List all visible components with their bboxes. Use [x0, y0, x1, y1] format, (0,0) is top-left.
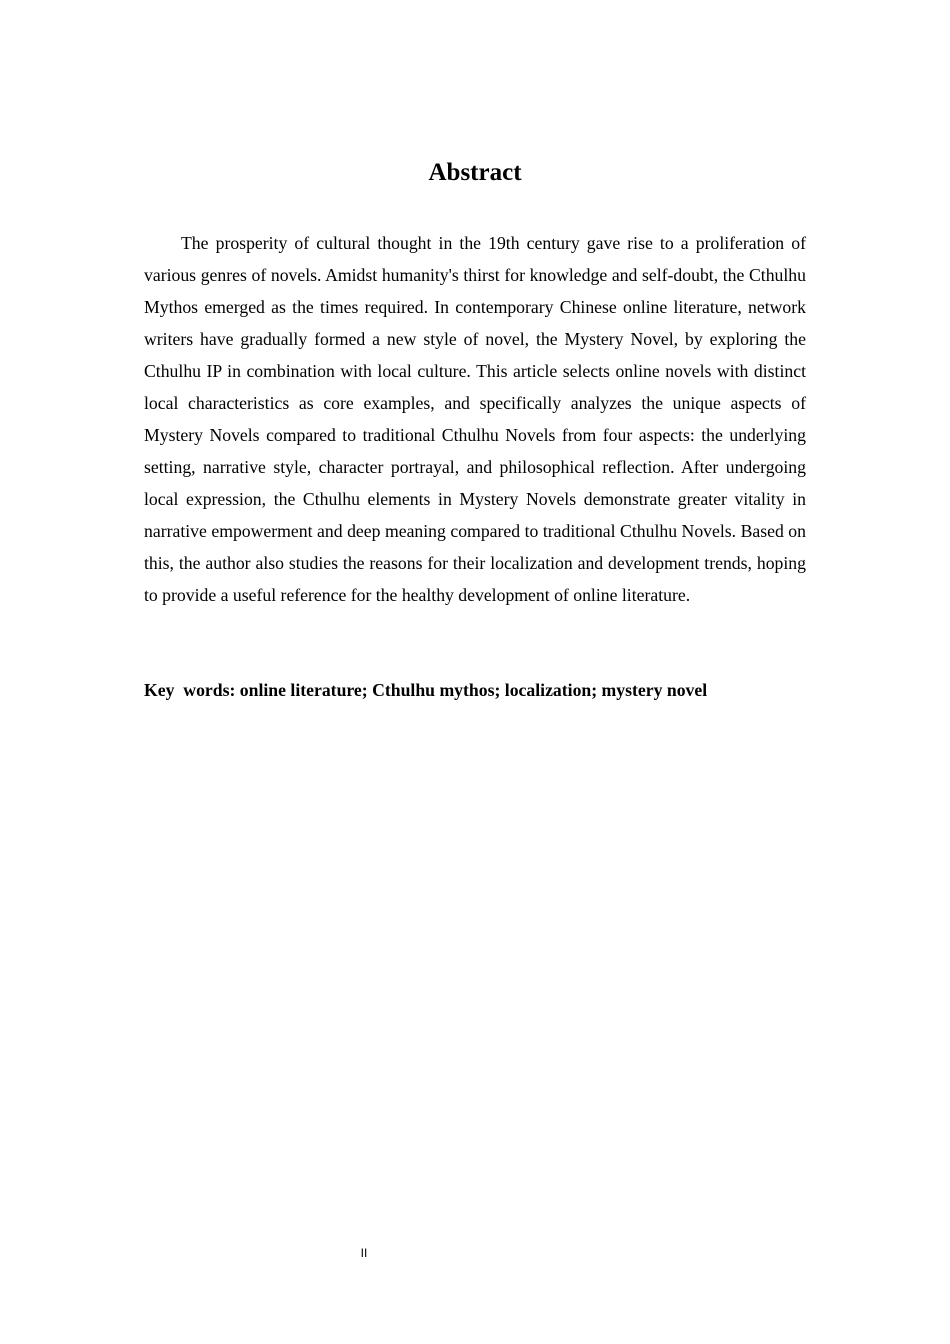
- abstract-paragraph: The prosperity of cultural thought in the 19th century gave rise to a proliferation of various genres of novels. Amidst humanity's thirst for knowledge and self-doubt, the Cthulhu Mythos emerged as the times required. In contemporary Chinese online literature, network writers have gradually formed a new style of novel, the Mystery Novel, by exploring the Cthulhu IP in combination with local culture. This article selects online novels with distinct local characteristics as core examples, and specifically analyzes the unique aspects of Mystery Novels compared to traditional Cthulhu Novels from four aspects: the underlying setting, narrative style, character portrayal, and philosophical reflection. After undergoing local expression, the Cthulhu elements in Mystery Novels demonstrate greater vitality in narrative empowerment and deep meaning compared to traditional Cthulhu Novels. Based on this, the author also studies the reasons for their localization and development trends, hoping to provide a useful reference for the healthy development of online literature.: [144, 233, 806, 605]
- page-title: Abstract: [428, 159, 522, 186]
- keywords-line: Key words: online literature; Cthulhu mythos; localization; mystery novel: [144, 680, 708, 700]
- page-number: II: [360, 1246, 368, 1260]
